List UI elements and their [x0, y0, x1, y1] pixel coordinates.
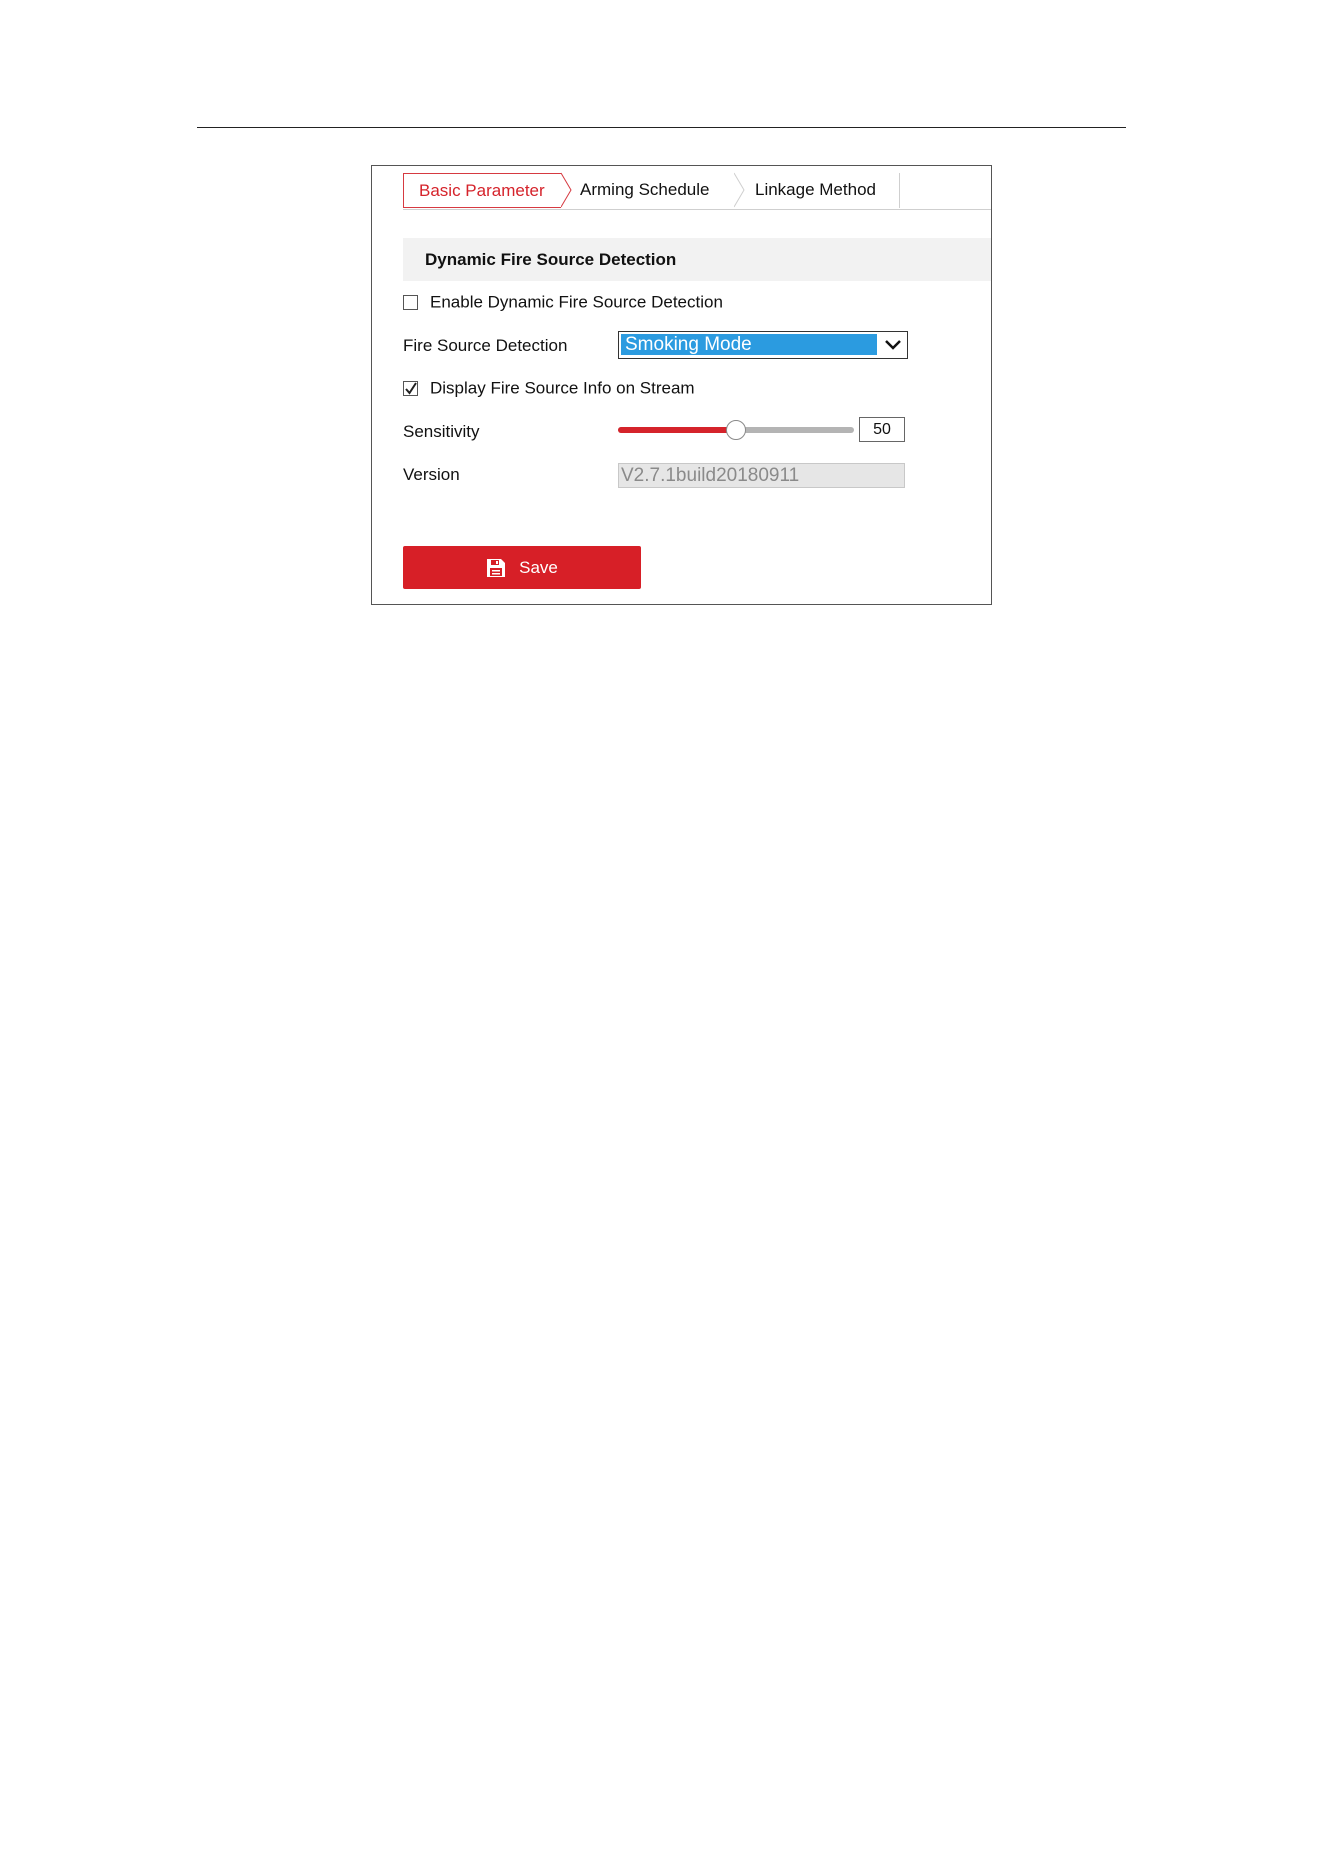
tab-arming-schedule-label: Arming Schedule	[580, 180, 710, 199]
enable-detection-label: Enable Dynamic Fire Source Detection	[430, 292, 723, 312]
fire-source-detection-select[interactable]	[618, 331, 908, 359]
save-button-label: Save	[519, 557, 558, 577]
display-info-checkbox[interactable]	[403, 381, 418, 396]
enable-detection-row	[403, 292, 723, 313]
slider-handle[interactable]	[726, 420, 746, 440]
settings-panel	[371, 165, 992, 605]
version-label: Version	[403, 465, 460, 484]
tab-linkage-method-label: Linkage Method	[755, 180, 876, 199]
save-button[interactable]	[403, 546, 641, 589]
sensitivity-value-input[interactable]: 50	[859, 417, 905, 442]
display-info-row	[403, 378, 695, 399]
page-header-rule	[197, 127, 1126, 128]
display-info-label: Display Fire Source Info on Stream	[430, 378, 695, 398]
enable-detection-checkbox[interactable]	[403, 295, 418, 310]
sensitivity-label: Sensitivity	[403, 422, 480, 441]
tab-arming-schedule[interactable]	[562, 173, 727, 208]
fire-source-detection-label: Fire Source Detection	[403, 336, 568, 355]
slider-fill	[618, 427, 736, 433]
sensitivity-slider[interactable]	[618, 420, 854, 440]
tab-bar	[403, 173, 991, 210]
version-field: V2.7.1build20180911	[618, 463, 905, 488]
section-title: Dynamic Fire Source Detection	[403, 238, 991, 281]
save-icon	[486, 558, 506, 578]
tab-linkage-method[interactable]	[730, 173, 900, 208]
tab-basic-parameter-label: Basic Parameter	[419, 181, 545, 200]
fire-source-detection-selected: Smoking Mode	[621, 334, 877, 355]
tab-basic-parameter[interactable]	[403, 173, 561, 208]
checkmark-icon	[405, 382, 417, 395]
chevron-down-icon	[883, 336, 903, 354]
